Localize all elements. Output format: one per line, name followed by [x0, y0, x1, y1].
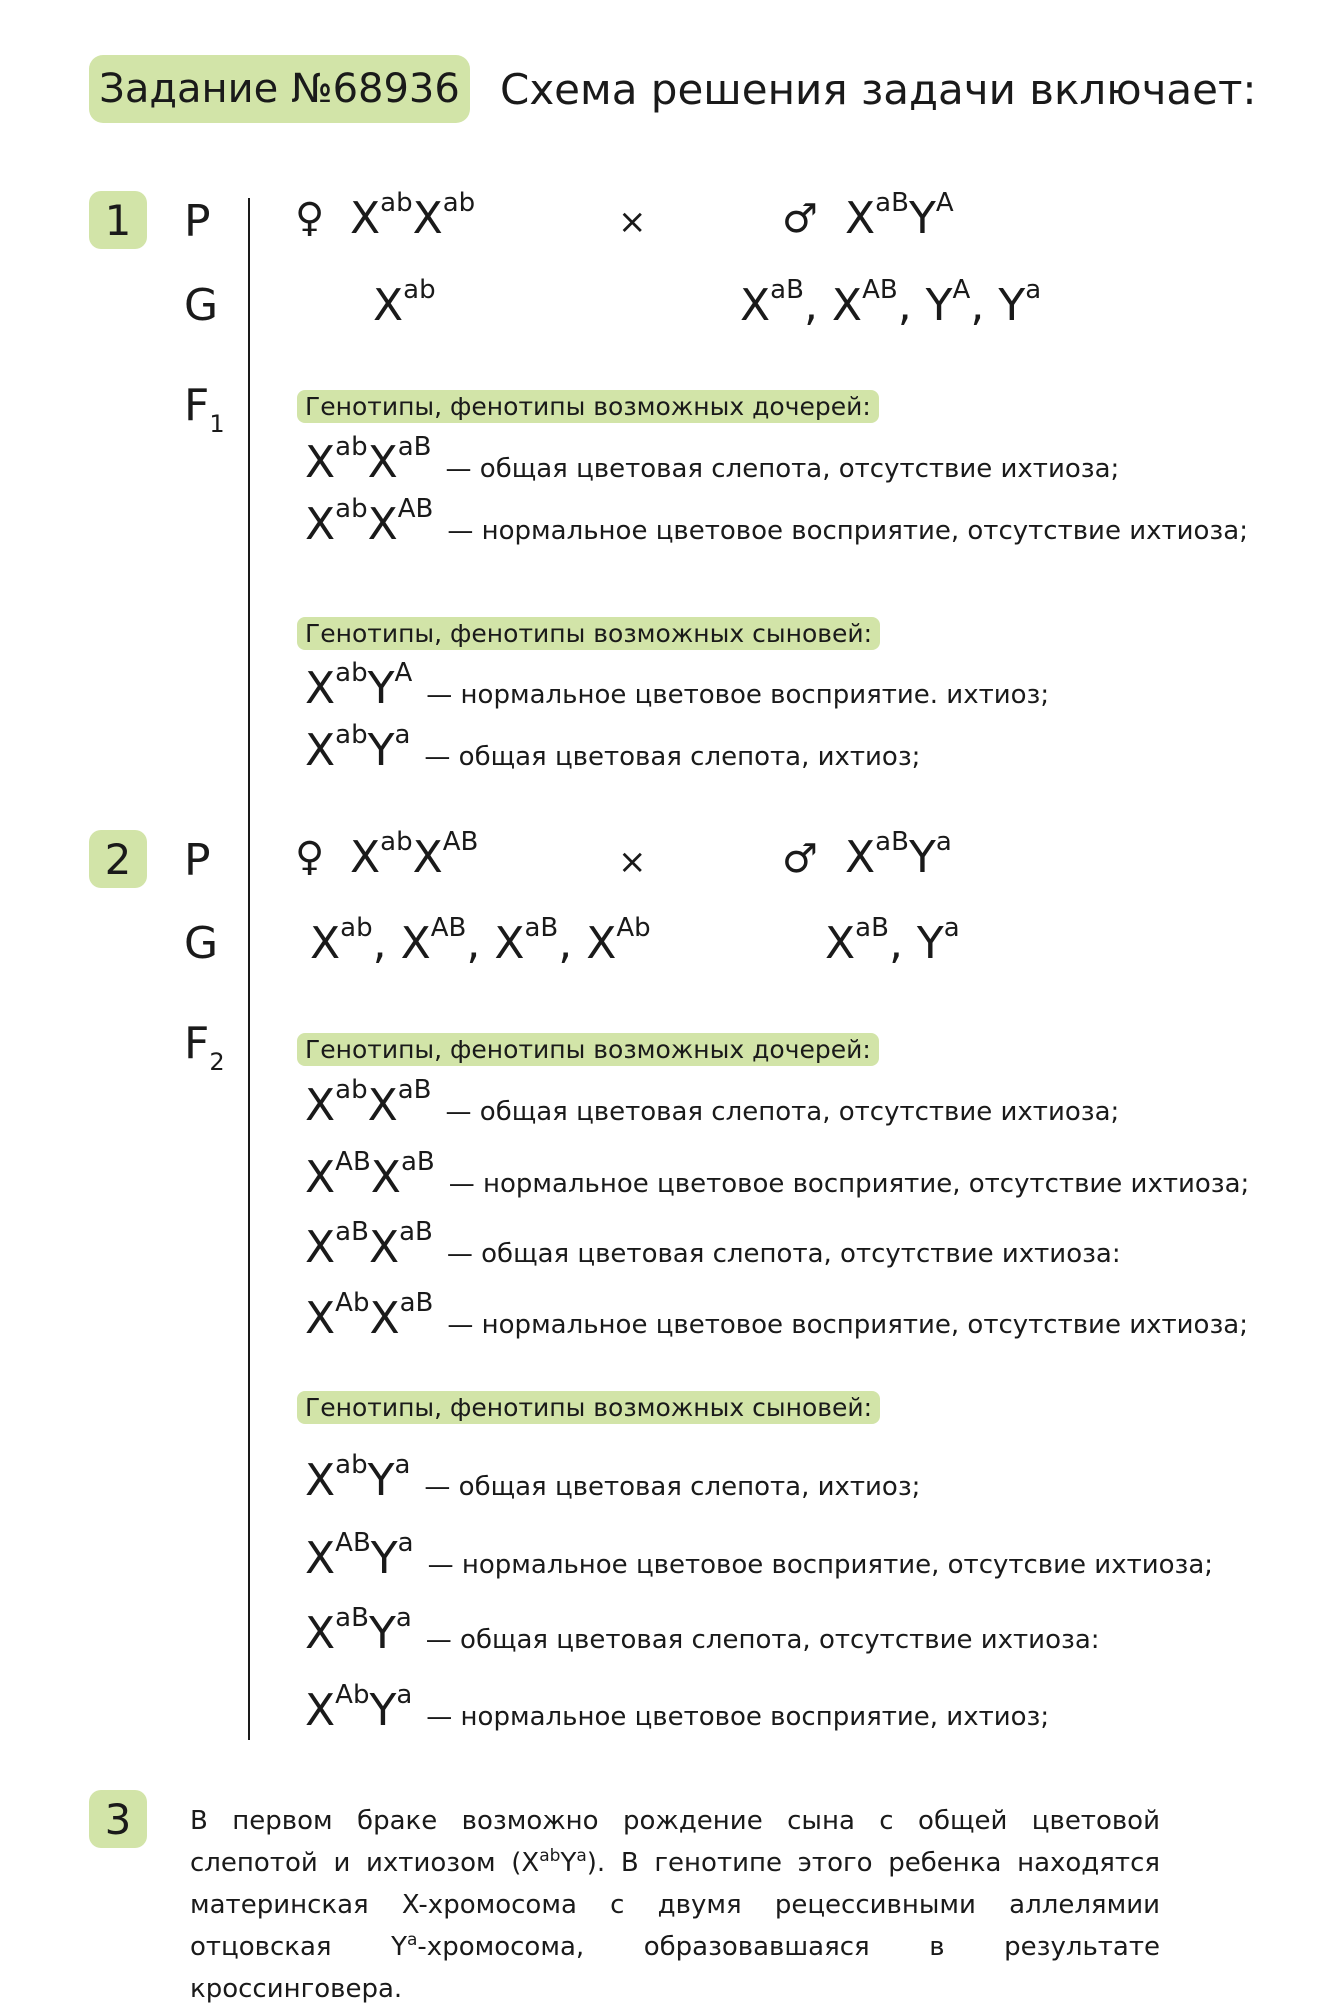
- cross1-sons-heading: Генотипы, фенотипы возможных сыновей:: [297, 617, 880, 650]
- cross-symbol-1: ×: [618, 202, 647, 242]
- cross1-daughter-row-1: [305, 431, 1120, 488]
- row-label-p-2: P: [184, 835, 211, 886]
- cross1-daughter-row-2: [305, 493, 1248, 550]
- cross2-son-row-1: [305, 1449, 921, 1506]
- genotype: $X^{AB}Y^a$: [305, 1527, 414, 1584]
- male-symbol-1: ♂: [782, 196, 818, 242]
- cross1-daughters-heading: Генотипы, фенотипы возможных дочерей:: [297, 390, 879, 423]
- step-1-badge: 1: [89, 191, 147, 249]
- genotype: $X^{AB}X^{aB}$: [305, 1146, 435, 1203]
- cross2-son-row-3: [305, 1602, 1100, 1659]
- step-2-badge: 2: [89, 830, 147, 888]
- genotype: $X^{ab}Y^a$: [305, 1449, 411, 1506]
- cross1-son-row-2: [305, 719, 921, 776]
- female-symbol-2: ♀: [295, 834, 325, 880]
- genotype: $X^{Ab}Y^a$: [305, 1679, 413, 1736]
- phenotype: — нормальное цветовое восприятие, отсутсвие ихтиоза;: [427, 1550, 1214, 1580]
- page-title: Схема решения задачи включает:: [500, 65, 1257, 114]
- genotype: $X^{ab}Y^a$: [305, 719, 411, 776]
- phenotype: — общая цветовая слепота, отсутствие ихтиоза;: [445, 1097, 1120, 1127]
- phenotype: — нормальное цветовое восприятие, отсутствие ихтиоза;: [447, 1310, 1248, 1340]
- phenotype: — нормальное цветовое восприятие, отсутствие ихтиоза;: [448, 1169, 1250, 1199]
- cross2-daughter-row-4: [305, 1287, 1248, 1344]
- cross2-daughter-row-2: [305, 1146, 1250, 1203]
- cross2-male-genotype: $X^{aB}Y^a$: [845, 826, 952, 883]
- row-label-g-2: G: [184, 918, 219, 969]
- phenotype: — общая цветовая слепота, отсутствие ихтиоза:: [425, 1625, 1100, 1655]
- genotype: $X^{ab}Y^A$: [305, 657, 413, 714]
- task-number-badge: [89, 55, 470, 123]
- genotype: $X^{Ab}X^{aB}$: [305, 1287, 434, 1344]
- cross2-daughters-heading: Генотипы, фенотипы возможных дочерей:: [297, 1033, 879, 1066]
- genotype: $X^{aB}Y^a$: [305, 1602, 412, 1659]
- row-label-g-1: G: [184, 280, 219, 331]
- female-symbol-1: ♀: [295, 195, 325, 241]
- cross2-son-row-4: [305, 1679, 1050, 1736]
- genotype: $X^{ab}X^{aB}$: [305, 1074, 432, 1131]
- row-label-f1: $F_1$: [184, 380, 225, 438]
- conclusion-paragraph: В первом браке возможно рождение сына с общей цветовой слепотой и ихтиозом $(X^{ab}Y^a)$. В генотипе этого ребенка находятся материнская X-хромосома с двумя рецессивными аллелямии отцовская $Y^a$-хромосома, образовавшаяся в результате кроссинговера.: [190, 1806, 1160, 2004]
- genotype: $X^{aB}X^{aB}$: [305, 1216, 433, 1273]
- cross2-female-gametes: $X^{ab}$, $X^{AB}$, $X^{aB}$, $X^{Ab}$: [310, 912, 651, 969]
- phenotype: — нормальное цветовое восприятие, отсутствие ихтиоза;: [447, 516, 1248, 546]
- genotype: $X^{ab}X^{aB}$: [305, 431, 432, 488]
- genotype: $X^{ab}X^{AB}$: [305, 493, 434, 550]
- cross2-daughter-row-1: [305, 1074, 1120, 1131]
- scheme-divider-line: [248, 198, 250, 1740]
- cross-symbol-2: ×: [618, 842, 647, 882]
- cross1-male-genotype: $X^{aB}Y^A$: [845, 187, 954, 244]
- cross2-sons-heading: Генотипы, фенотипы возможных сыновей:: [297, 1391, 880, 1424]
- phenotype: — нормальное цветовое восприятие, ихтиоз;: [426, 1702, 1050, 1732]
- cross1-female-genotype: $X^{ab}X^{ab}$: [350, 187, 476, 244]
- cross2-female-genotype: $X^{ab}X^{AB}$: [350, 826, 479, 883]
- step-3-badge: 3: [89, 1790, 147, 1848]
- cross2-male-gametes: $X^{aB}$, $Y^a$: [825, 912, 960, 969]
- phenotype: — нормальное цветовое восприятие. ихтиоз;: [426, 680, 1050, 710]
- row-label-p-1: P: [184, 196, 211, 247]
- phenotype: — общая цветовая слепота, ихтиоз;: [424, 742, 921, 772]
- task-number-label: Задание №68936: [99, 66, 460, 112]
- phenotype: — общая цветовая слепота, отсутствие ихтиоза;: [445, 454, 1120, 484]
- cross1-male-gametes: $X^{aB}$, $X^{AB}$, $Y^A$, $Y^a$: [740, 274, 1042, 331]
- cross2-son-row-2: [305, 1527, 1214, 1584]
- male-symbol-2: ♂: [782, 836, 818, 882]
- phenotype: — общая цветовая слепота, отсутствие ихтиоза:: [446, 1239, 1121, 1269]
- cross2-daughter-row-3: [305, 1216, 1121, 1273]
- cross1-son-row-1: [305, 657, 1050, 714]
- row-label-f2: $F_2$: [184, 1018, 225, 1076]
- phenotype: — общая цветовая слепота, ихтиоз;: [424, 1472, 921, 1502]
- cross1-female-gametes: $X^{ab}$: [373, 274, 436, 331]
